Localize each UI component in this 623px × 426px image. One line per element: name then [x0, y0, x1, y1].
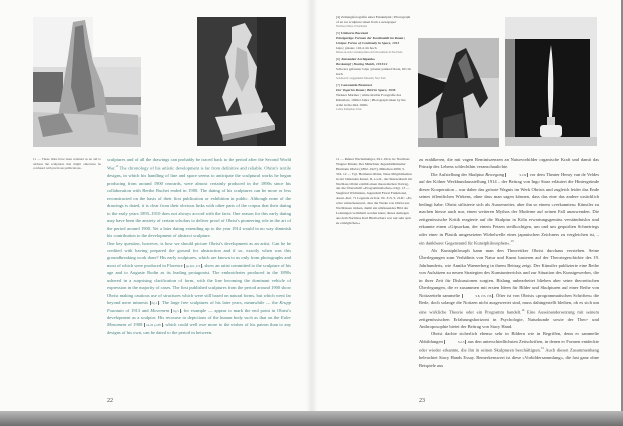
caption-number: [7] [336, 83, 341, 88]
figure-captions [336, 15, 412, 114]
cross-reference: S.2-5 [444, 340, 466, 344]
text-run: of 1913 and [123, 307, 151, 313]
cross-reference: cat.26 p.188 [145, 323, 161, 328]
paragraph [107, 156, 291, 240]
paragraph [419, 171, 599, 247]
text-run: , show an artist committed to the sculpture of his age and to Auguste Rodin as its leading protagonist. The embroideries produced in the 1890s ushered in a surprising clarification of form, with the line becoming the dominant vehicle of expression in the majority of cases. The first published sculptures from the period around 1900 show Obrist making cautious use of structures which were still based on natural forms, but which went far beyond mere mimesis [107, 262, 291, 306]
cross-reference: S.8, 155, 156 [462, 294, 494, 298]
caption-number: [5] [336, 31, 341, 36]
page-number-left: 22 [107, 398, 113, 404]
text-run: , for example — appear to mark the end point in Obrist's development as a sculptor. His recourse to depictions of the human body such as that on the [107, 307, 291, 321]
caption-5 [336, 31, 412, 54]
ice-sculpture-photo [33, 17, 141, 147]
footnote-ref: 15 [540, 346, 544, 351]
caption-artist: Umberto Boccioni [340, 31, 369, 36]
footnotes: 11 — Reiner Wachsmuttger, 29.1.1914, in: Nachlass Wagner Rinder, Der Münchner Jugendstilkünstler Hermann Obrist (1862–1927), München 2009, S. 316. 12 — Vgl. Hermann Obrist, Neue Möglichkeiten in der bildenden Kunst, II, a.a.O., das Skizzenbuch im Nachlass Obrist erzählt einen theoretischen Vortrag, der die Überschrift »Programmatisches« trägt. 13 — Siegfried Wichmann, Jugendstil Floral Funktional, Ausst.-Kat. 71 Legende zu Kat. Nr. 313, S. 214f.: »Es wäre wünschenswert, dass die Werke von Obrist aus Nachlässen rücken, damit ein umfassendes Bild der Leistungen vermittelt werden kann; dieses Anliegen aus dem Nachlass Karl Birnbachers war nur sehr spät zu ermöglichen.« [336, 157, 412, 225]
text-run: . Öfter ist von Obrists »programmatischen Schriften« die Rede, doch solange die Notizen nicht ausgewertet sind, muss dahingestellt bleiben, ob es sich um eine wirkliche Theorie oder ein Programm handelt. [419, 292, 599, 315]
text-run: . The large free sculptures of his later years, meanwhile — the [159, 300, 280, 306]
caption-credit: Centre Pompidou, Paris [336, 107, 362, 111]
artwork-title: Movement [150, 307, 170, 313]
right-body-text [419, 156, 599, 369]
page-edge-shadow [0, 411, 623, 426]
footnote-ref: 11 [115, 164, 119, 169]
caption-credit: Solomon R. Guggenheim Museum, New York [336, 76, 386, 80]
paragraph [107, 240, 291, 337]
boccioni-unique-forms-photo [197, 17, 286, 146]
cross-reference: pp.461, 472 [185, 263, 201, 268]
archipenko-boxing-photo [418, 38, 499, 147]
caption-title: Der Vogel im Raum | Bird in Space, 1936 [336, 88, 396, 93]
text-run: Obrist dachte sicherlich ebenso sehr in Bildern wie in Begriffen, denn er sammelte Abbildungen [419, 331, 599, 344]
caption-text: Schwarz gefasster Gips | plaster painted black, 60 cm hoch [336, 67, 411, 76]
text-run: Auch diesen Zusammenhang beleuchtet Stacy Hands Essay. Bemerkenswert ist diese »Vorbildersammlung«, die fast ganz ohne Beispiele aus [419, 347, 599, 368]
caption-6 [336, 57, 412, 80]
paragraph [419, 247, 599, 331]
text-run: Eine Auseinandersetzung mit seinem zeitgenössischen Erfahrungshorizont in Psychologie, Naturkunde sowie der Theo- und Anthroposophie bietet der Beitrag von Stacy Hand. [419, 309, 599, 329]
paragraph: zu erahlkeren, die mit vagen Reminiszenzen an Naturvorbilder organische Kraft und damit das Prinzip des Lebens schlechthin veranschaulichte. [419, 157, 599, 170]
text-run: One key question, however, is how we should picture Obrist's development as an artist. Can he be credited with having prepared the ground for abstraction and if so, exactly when was this groundbreaking work done? His early sculptures, which are known to us only from photographs and most of which were produced in Florence [107, 240, 291, 268]
cross-reference: fig.1 [151, 301, 158, 306]
cross-reference: S.132 [505, 173, 528, 177]
caption-artist: Alexander Archipenko [340, 57, 375, 62]
caption-credit: Nachlass Obrist, Privatbesitz [336, 24, 368, 28]
artwork-title: Euler Monument [107, 315, 291, 328]
brancusi-bird-in-space-photo [505, 17, 597, 146]
caption-credit: Museu de Arte Contemporânea da Universidade de São Paulo [336, 50, 403, 54]
text-run: sculptures and of all the drawings can probably be traced back to the period after the Second World War. [107, 157, 291, 171]
footnote-ref: 13 [510, 238, 514, 243]
cross-reference: fig.5 [173, 308, 179, 313]
caption-text: Zeitungsfotografie einer Eisskulptur | Photograph of an ice sculpture taken from a newspaper [336, 15, 411, 24]
caption-text: Gips | plaster, 116,4 cm hoch [336, 45, 377, 50]
caption-number: [4] [336, 15, 341, 19]
left-body-text [107, 156, 291, 336]
text-run: vor dem Theater Henry van de Veldes auf der Kölner Werkbundausstellung 1914 – der Beitrag von Ingo Starz erläutert die Hintergründe dieser Kooperation – war daher das grösste Wagnis im Werk Obrists und zugleich leider das Ende seines öffentlichen Wirkens, ohne dass man sagen können, dass das eine das andere ursächlich bedingt habe. Obrist stilisierte sich als Aussenseiter, aber ihn so einem »verkannten« Künstler zu machen hiesse auch nur, einen weiteren Mythos der Moderne auf seinen Fall anzuwenden. Die zeitgenössische Kritik reagierte auf die Skulptur in Köln erwartungsgemäss verständnislos und erkannte einen »Gipsorkan, der einem Fetzen steifkochigen, um und um gequirlten Schneiriegs oder einer in Plastik umgesetzten Wirbelwelle eines japanischen Zeichners zu vergleichen ist, – ein dankbarer Gegenstand für Kunstphilosophen«. [419, 171, 600, 246]
text-run: Als Kunstphilosoph kann man den Theoretiker Obrist durchaus verstehen. Seine Überlegungen zum Verhältnis von Natur und Kunst basieren auf der Theoriegeschichte des 19. Jahrhunderts, wie Annika Waenerberg in ihrem Beitrag zeigt. Der Künstler publizierte eine Reihe von Aufsätzen zu neuen Strategien des Kunstunterrichts und zur Situation des Kunstgewerbes, die in ihrer Zeit für Diskussionen sorgten. Bislang unbearbeitet blieben aber seine theoretischen Überlegungen, die er zusammen mit ersten Ideen für Bilder und Skulpturen auf einer Reihe von Notizzetteln sammelte [419, 247, 599, 298]
artwork-title: Bewegung [485, 171, 505, 177]
side-note-caption: 11 — These titles have been retained as an aid to address the sculptures that might otherwise be confused with previous publications. [33, 157, 101, 171]
gutter-shadow [306, 0, 318, 413]
caption-4 [336, 15, 412, 28]
page-number-right: 23 [419, 398, 425, 404]
text-run: of 1908 [126, 322, 144, 328]
caption-artist: Constantin Brancusi [340, 83, 372, 88]
text-run: , which could well owe more to the wishes of his patron than to any designs of his own, can be dated to the period in between. [107, 322, 291, 335]
caption-7 [336, 83, 412, 111]
text-run: aus den unterschiedlichsten Zeitschriften, in denen er Formen entdeckte oder wieder erkannte, die ihn in seinen Skulpturen beschäftigten. [419, 338, 599, 353]
caption-number: [6] [336, 57, 341, 62]
artwork-title: Krupp Fountain [107, 300, 291, 313]
text-run: Die Aufstellung der Skulptur [431, 171, 486, 177]
paragraph [419, 330, 599, 369]
caption-title: Boxkampf | Boxing Match, 1913/14 [336, 62, 388, 67]
caption-title: Einzigartige Formen der Kontinuität im Raum | Unique Forms of Continuity in Space, 1913 [336, 36, 406, 46]
caption-text: Weisser Marmor | white marble Fotografie des Künstlers, 1920er Jahre | Photograph taken by the artist in the mid-1920s [336, 93, 406, 107]
text-run: The chronology of his artistic development is far from definitive and reliable. Obrist's textile designs, in which his handling of line and space seems to anticipate the sculptural works he began producing from around 1900 onwards, were almost certainly produced in the 1890s since his collaboration with Berthe Ruchet ended in 1900. The dating of his sculptures can be more or less reconstructed on the basis of their first publication or exhibition in public. Although none of the drawings is dated, it is clear from their obvious links with other parts of the corpus that their dating to the early years 1895–1910 does not always accord with the facts. One reason for this early dating may have been the anxiety of certain scholars to deliver proof of Obrist's pioneering role in the art of the period around 1900. Yet a later dating extending up to the year 1914 would in no way diminish his contribution to the development of abstract sculpture. [107, 165, 291, 239]
footnote-ref: 14 [521, 307, 525, 312]
